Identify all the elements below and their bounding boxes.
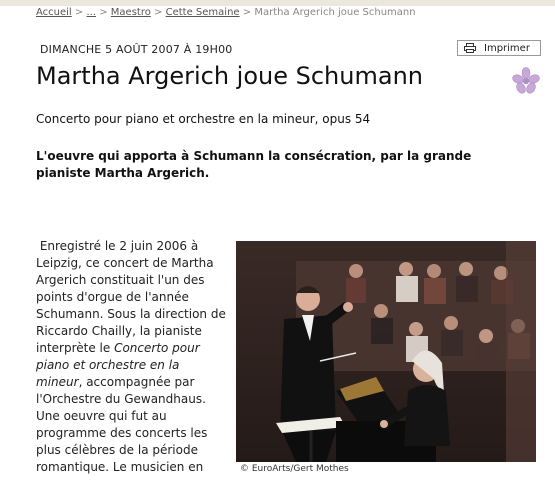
printer-icon: [464, 43, 476, 53]
article-body: [36, 238, 226, 476]
flower-icon: [512, 67, 540, 95]
article-body-part2: , accompagnée par l'Orchestre du Gewandhaus. Une oeuvre qui fut au programme des concerts les plus célèbres de la période romantique. Le musicien en: [36, 375, 208, 474]
article-subtitle: Concerto pour piano et orchestre en la mineur, opus 54: [36, 112, 371, 126]
article-body-part1: Enregistré le 2 juin 2006 à Leipzig, ce concert de Martha Argerich constituait l'un des points d'orgue de l'année Schumann. Sous la direction de Riccardo Chailly, la pianiste interprète le: [36, 239, 226, 355]
breadcrumb-link-home[interactable]: Accueil: [36, 7, 72, 18]
article-body-work-title: Concerto pour piano et orchestre en la mineur: [36, 341, 200, 389]
breadcrumb-separator: >: [74, 7, 84, 18]
print-button[interactable]: [457, 40, 541, 56]
breadcrumb-current: Martha Argerich joue Schumann: [254, 7, 416, 18]
breadcrumb: [36, 7, 416, 18]
event-date: DIMANCHE 5 AOÛT 2007 À 19H00: [40, 43, 233, 56]
top-bar: [0, 0, 555, 6]
breadcrumb-separator: >: [99, 7, 108, 18]
photo-credit: © EuroArts/Gert Mothes: [240, 464, 349, 474]
breadcrumb-separator: >: [242, 7, 252, 18]
print-label: Imprimer: [484, 42, 530, 54]
breadcrumb-link-maestro[interactable]: Maestro: [110, 7, 151, 18]
concert-photo: [236, 241, 536, 462]
breadcrumb-separator: >: [154, 7, 163, 18]
breadcrumb-link-ellipsis[interactable]: ...: [86, 7, 97, 18]
article-lead: L'oeuvre qui apporta à Schumann la consécration, par la grande pianiste Martha Argerich.: [36, 149, 472, 180]
breadcrumb-link-cette-semaine[interactable]: Cette Semaine: [165, 7, 240, 18]
page-title: Martha Argerich joue Schumann: [36, 62, 423, 90]
